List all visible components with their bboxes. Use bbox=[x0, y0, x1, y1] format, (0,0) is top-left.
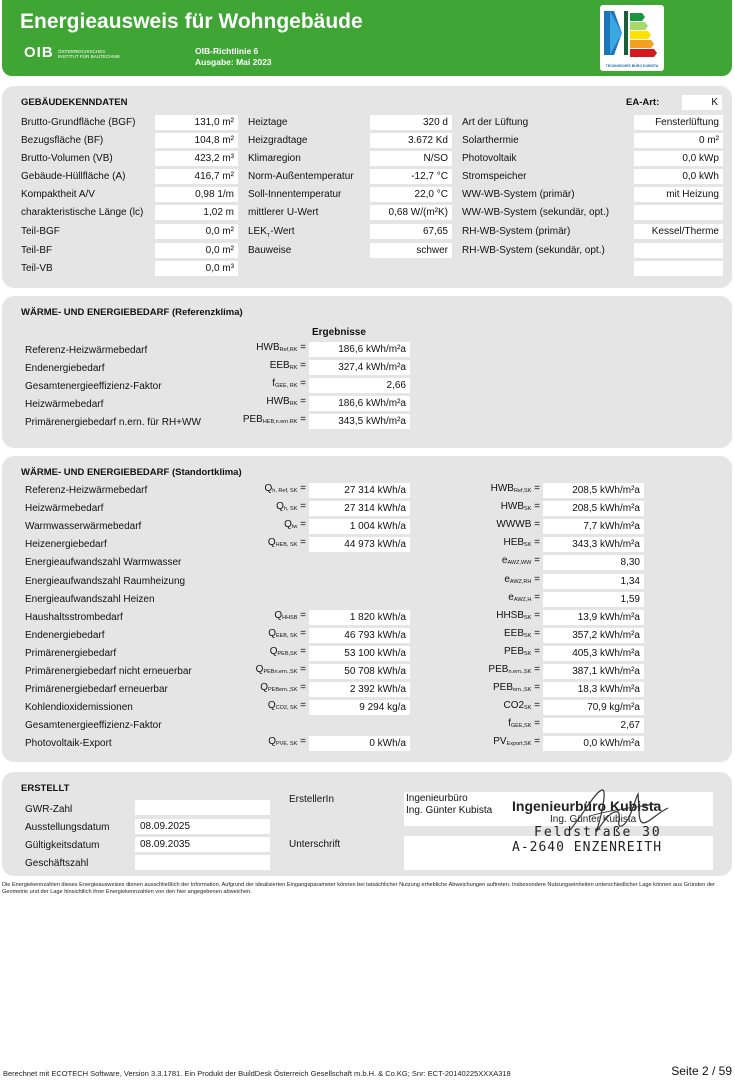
kenn-value bbox=[634, 205, 723, 220]
logo-caption: TECHNISCHES BÜRO KUBISTA bbox=[605, 64, 659, 68]
standort-value-right: 18,3 kWh/m²a bbox=[543, 682, 644, 697]
standort-symbol-right: $CO2_{SK}$ = bbox=[503, 700, 540, 712]
kenn-label: Art der Lüftung bbox=[462, 117, 529, 128]
standort-symbol-right: $f_{GEE,SK}$ = bbox=[508, 718, 540, 730]
standort-symbol-right: $HHSB_{SK}$ = bbox=[496, 609, 540, 621]
standort-symbol-right: $HWB_{Ref,SK}$ = bbox=[490, 483, 540, 494]
standort-symbol-left: $Q_{PEB,SK}$ = bbox=[269, 645, 306, 657]
disclaimer-text: Die Energiekennzahlen dieses Energieausweises dienen ausschließlich der Information. Aufgrund der idealisierten Eingangsparameter können bei tatsächlicher Nutzung erhebliche Abweichungen auftreten. Insbesondere Nutzungseinheiten unterschiedlicher Lage können aus Gründen der Geometrie und der Lage hinsichtlich ihrer Energiekennzahlen von den hier angegebenen abweichen. bbox=[2, 882, 716, 895]
kenn-value: Kessel/Therme bbox=[634, 224, 723, 239]
standort-value-right: 8,30 bbox=[543, 555, 644, 570]
lek-label: $LEK_T$-Wert bbox=[248, 226, 295, 239]
ersteller-line1: Ingenieurbüro bbox=[406, 793, 468, 804]
kenn-label: Norm-Außentemperatur bbox=[248, 171, 354, 182]
company-stamp: Ingenieurbüro Kubista Ing. Günter Kubista Feldstraße 30 A-2640 ENZENREITH bbox=[512, 798, 663, 855]
section-referenzklima bbox=[2, 296, 732, 448]
referenz-value: 2,66 bbox=[309, 378, 410, 393]
standort-symbol-right: $PEB_{SK}$ = bbox=[504, 645, 540, 657]
standort-symbol-right: $e_{AWZ,H}$ = bbox=[508, 591, 540, 603]
standort-value-right: 1,59 bbox=[543, 592, 644, 607]
kenn-value bbox=[634, 243, 723, 258]
standort-symbol-right: $e_{AWZ,WW}$ = bbox=[501, 555, 540, 567]
referenz-value: 186,6 kWh/m²a bbox=[309, 342, 410, 357]
standort-symbol-right: $PEB_{n.ern.,SK}$ = bbox=[488, 664, 540, 675]
erstellt-value: 08.09.2025 bbox=[135, 819, 270, 834]
erstellt-value: 08.09.2035 bbox=[135, 837, 270, 852]
standort-value-right: 405,3 kWh/m²a bbox=[543, 646, 644, 661]
standort-label: Heizwärmebedarf bbox=[25, 503, 104, 515]
referenz-value: 343,5 kWh/m²a bbox=[309, 414, 410, 429]
kenn-value: 0,98 1/m bbox=[155, 187, 238, 202]
energy-label-logo bbox=[600, 5, 664, 71]
page-title: Energieausweis für Wohngebäude bbox=[20, 10, 363, 33]
referenz-label: Primärenergiebedarf n.ern. für RH+WW bbox=[25, 417, 201, 428]
standort-value-left: 9 294 kg/a bbox=[309, 700, 410, 715]
unterschrift-label: Unterschrift bbox=[289, 839, 341, 850]
erstellt-value bbox=[135, 855, 270, 870]
standort-symbol-left: $Q_{HEB, SK}$ = bbox=[267, 537, 306, 549]
kenn-label: mittlerer U-Wert bbox=[248, 207, 319, 218]
referenz-symbol: $HWB_{Ref,RK}$ = bbox=[256, 342, 306, 353]
standort-symbol-right: WWWB = bbox=[496, 519, 540, 531]
standort-label: Energieaufwandszahl Heizen bbox=[25, 593, 155, 605]
kenn-label: Kompaktheit A/V bbox=[21, 189, 95, 200]
standort-value-right: 0,0 kWh/m²a bbox=[543, 736, 644, 751]
referenz-value: 327,4 kWh/m²a bbox=[309, 360, 410, 375]
ersteller-label: ErstellerIn bbox=[289, 794, 335, 805]
referenz-label: Referenz-Heizwärmebedarf bbox=[25, 345, 148, 356]
kenn-value: -12,7 °C bbox=[370, 169, 452, 184]
kenn-value: 0,0 kWh bbox=[634, 169, 723, 184]
richtlinie: OIB-Richtlinie 6 bbox=[195, 46, 259, 56]
referenz-symbol: $EEB_{RK}$ = bbox=[269, 360, 306, 371]
standort-symbol-right: $PV_{Export,SK}$ = bbox=[493, 736, 540, 748]
referenz-value: 186,6 kWh/m²a bbox=[309, 396, 410, 411]
standort-value-right: 1,34 bbox=[543, 574, 644, 589]
ea-art-value: K bbox=[682, 95, 722, 110]
standort-value-right: 208,5 kWh/m²a bbox=[543, 501, 644, 516]
standort-symbol-right: $e_{AWZ,RH}$ = bbox=[504, 573, 540, 585]
standort-label: Heizenergiebedarf bbox=[25, 539, 107, 551]
standort-value-left: 50 708 kWh/a bbox=[309, 664, 410, 679]
kenn-value: 0 m² bbox=[634, 133, 723, 148]
energy-scale-icon bbox=[600, 5, 664, 63]
standort-label: Referenz-Heizwärmebedarf bbox=[25, 485, 148, 496]
kenn-label: Brutto-Volumen (VB) bbox=[21, 153, 113, 164]
standort-label: Photovoltaik-Export bbox=[25, 738, 112, 750]
section-title-kenndaten: GEBÄUDEKENNDATEN bbox=[21, 97, 128, 108]
standort-symbol-right: $HWB_{SK}$ = bbox=[500, 501, 540, 513]
kenn-value: 416,7 m² bbox=[155, 169, 238, 184]
standort-label: Kohlendioxidemissionen bbox=[25, 702, 133, 714]
kenn-value: 67,65 bbox=[370, 224, 452, 239]
standort-label: Energieaufwandszahl Warmwasser bbox=[25, 557, 182, 569]
standort-label: Energieaufwandszahl Raumheizung bbox=[25, 575, 186, 587]
kenn-value: 320 d bbox=[370, 115, 452, 130]
kenn-label: Solarthermie bbox=[462, 135, 519, 146]
standort-value-left: 1 004 kWh/a bbox=[309, 519, 410, 534]
section-gebaeudekenndaten bbox=[2, 86, 732, 288]
standort-symbol-left: $Q_{tw}$ = bbox=[284, 519, 306, 531]
erstellt-label: Gültigkeitsdatum bbox=[25, 840, 100, 851]
erstellt-label: GWR-Zahl bbox=[25, 804, 73, 815]
kenn-value: N/SO bbox=[370, 151, 452, 166]
standort-symbol-left: $Q_{h, SK}$ = bbox=[276, 501, 306, 513]
kenn-label: Teil-VB bbox=[21, 263, 53, 274]
referenz-label: Endenergiebedarf bbox=[25, 363, 105, 374]
kenn-label: Bezugsfläche (BF) bbox=[21, 135, 104, 146]
standort-symbol-left: $Q_{HHSB}$ = bbox=[274, 609, 306, 621]
kenn-label: Soll-Innentemperatur bbox=[248, 189, 342, 200]
kenn-value: 1,02 m bbox=[155, 205, 238, 220]
standort-value-left: 53 100 kWh/a bbox=[309, 646, 410, 661]
standort-value-right: 2,67 bbox=[543, 718, 644, 733]
signature-icon bbox=[560, 782, 680, 842]
standort-symbol-right: $PEB_{ern.,SK}$ = bbox=[493, 682, 540, 694]
kenn-label: WW-WB-System (sekundär, opt.) bbox=[462, 207, 610, 218]
standort-label: Gesamtenergieeffizienz-Faktor bbox=[25, 720, 162, 732]
oib-logo bbox=[24, 44, 121, 62]
standort-value-right: 343,3 kWh/m²a bbox=[543, 537, 644, 552]
standort-label: Endenergiebedarf bbox=[25, 629, 105, 641]
standort-value-right: 13,9 kWh/m²a bbox=[543, 610, 644, 625]
kenn-label: Teil-BF bbox=[21, 245, 53, 256]
footer-software: Berechnet mit ECOTECH Software, Version 3.3.1781. Ein Produkt der BuildDesk Österreich Gesellschaft m.b.H. & Co.KG; Snr: ECT-20140225XXXA318 bbox=[3, 1069, 511, 1078]
kenn-value: mit Heizung bbox=[634, 187, 723, 202]
standort-label: Primärenergiebedarf erneuerbar bbox=[25, 684, 168, 696]
standort-symbol-left: $Q_{EEB, SK}$ = bbox=[268, 627, 306, 639]
kenn-value: 0,0 m² bbox=[155, 224, 238, 239]
standort-symbol-right: $HEB_{SK}$ = bbox=[503, 537, 540, 549]
oib-line1: ÖSTERREICHISCHES bbox=[58, 49, 106, 54]
kenn-value: 423,2 m³ bbox=[155, 151, 238, 166]
standort-symbol-right: $EEB_{SK}$ = bbox=[504, 627, 540, 639]
standort-value-right: 357,2 kWh/m²a bbox=[543, 628, 644, 643]
kenn-value: Fensterlüftung bbox=[634, 115, 723, 130]
kenn-label: Stromspeicher bbox=[462, 171, 527, 182]
kenn-value: 131,0 m² bbox=[155, 115, 238, 130]
standort-label: Warmwasserwärmebedarf bbox=[25, 521, 142, 533]
standort-symbol-left: $Q_{PEBern.,SK}$ = bbox=[260, 682, 306, 694]
richtlinie-info bbox=[195, 46, 272, 68]
standort-value-right: 70,9 kg/m²a bbox=[543, 700, 644, 715]
standort-value-left: 1 820 kWh/a bbox=[309, 610, 410, 625]
standort-label: Primärenergiebedarf nicht erneuerbar bbox=[25, 666, 192, 677]
ergebnisse-heading: Ergebnisse bbox=[312, 327, 366, 338]
header-banner bbox=[2, 0, 732, 76]
ausgabe: Ausgabe: Mai 2023 bbox=[195, 57, 272, 67]
referenz-label: Gesamtenergieeffizienz-Faktor bbox=[25, 381, 162, 392]
kenn-label: Teil-BGF bbox=[21, 226, 60, 237]
oib-line2: INSTITUT FÜR BAUTECHNIK bbox=[58, 54, 121, 59]
kenn-label: Photovoltaik bbox=[462, 153, 517, 164]
kenn-label: Bauweise bbox=[248, 245, 292, 256]
section-title-erstellt: ERSTELLT bbox=[21, 783, 70, 794]
kenn-label: Klimaregion bbox=[248, 153, 301, 164]
standort-value-right: 7,7 kWh/m²a bbox=[543, 519, 644, 534]
kenn-value: 0,0 m² bbox=[155, 243, 238, 258]
kenn-label: WW-WB-System (primär) bbox=[462, 189, 575, 200]
kenn-value bbox=[634, 261, 723, 276]
standort-value-left: 2 392 kWh/a bbox=[309, 682, 410, 697]
standort-symbol-left: $Q_{CO2, SK}$ = bbox=[267, 700, 306, 712]
erstellt-value bbox=[135, 800, 270, 815]
referenz-symbol: $HWB_{RK}$ = bbox=[266, 396, 306, 407]
standort-label: Haushaltsstrombedarf bbox=[25, 611, 123, 623]
referenz-symbol: $f_{GEE, RK}$ = bbox=[272, 378, 306, 389]
kenn-value: 22,0 °C bbox=[370, 187, 452, 202]
kenn-label: charakteristische Länge (lc) bbox=[21, 207, 144, 218]
standort-value-left: 44 973 kWh/a bbox=[309, 537, 410, 552]
section-title-referenz: WÄRME- UND ENERGIEBEDARF (Referenzklima) bbox=[21, 307, 243, 318]
standort-value-left: 46 793 kWh/a bbox=[309, 628, 410, 643]
kenn-value: 104,8 m² bbox=[155, 133, 238, 148]
ea-art-label: EA-Art: bbox=[626, 97, 660, 108]
kenn-label: Gebäude-Hüllfläche (A) bbox=[21, 171, 126, 182]
standort-symbol-left: $Q_{h, Ref, SK}$ = bbox=[264, 483, 306, 494]
standort-value-left: 27 314 kWh/a bbox=[309, 483, 410, 498]
oib-abbr: OIB bbox=[24, 44, 54, 61]
kenn-value: schwer bbox=[370, 243, 452, 258]
kenn-value: 3.672 Kd bbox=[370, 133, 452, 148]
kenn-label: Brutto-Grundfläche (BGF) bbox=[21, 117, 136, 128]
kenn-label: Heiztage bbox=[248, 117, 288, 128]
section-title-standort: WÄRME- UND ENERGIEBEDARF (Standortklima) bbox=[21, 467, 242, 478]
kenn-label: RH-WB-System (primär) bbox=[462, 226, 571, 237]
standort-value-right: 387,1 kWh/m²a bbox=[543, 664, 644, 679]
kenn-label: Heizgradtage bbox=[248, 135, 308, 146]
referenz-symbol: $PEB_{HEB,n.ern.RK}$ = bbox=[242, 414, 306, 425]
kenn-label: RH-WB-System (sekundär, opt.) bbox=[462, 245, 605, 256]
standort-value-left: 27 314 kWh/a bbox=[309, 501, 410, 516]
referenz-label: Heizwärmebedarf bbox=[25, 399, 104, 410]
standort-value-right: 208,5 kWh/m²a bbox=[543, 483, 644, 498]
standort-symbol-left: $Q_{PVE, SK}$ = bbox=[268, 736, 306, 748]
kenn-value: 0,68 W/(m²K) bbox=[370, 205, 452, 220]
standort-symbol-left: $Q_{PEBn.ern.,SK}$ = bbox=[255, 664, 306, 675]
page-number: Seite 2 / 59 bbox=[671, 1064, 732, 1078]
kenn-value: 0,0 m³ bbox=[155, 261, 238, 276]
erstellt-label: Ausstellungsdatum bbox=[25, 822, 110, 833]
standort-value-left: 0 kWh/a bbox=[309, 736, 410, 751]
standort-label: Primärenergiebedarf bbox=[25, 647, 117, 659]
kenn-value: 0,0 kWp bbox=[634, 151, 723, 166]
section-standortklima bbox=[2, 456, 732, 762]
erstellt-label: Geschäftszahl bbox=[25, 858, 89, 869]
ersteller-line2: Ing. Günter Kubista bbox=[406, 805, 493, 816]
